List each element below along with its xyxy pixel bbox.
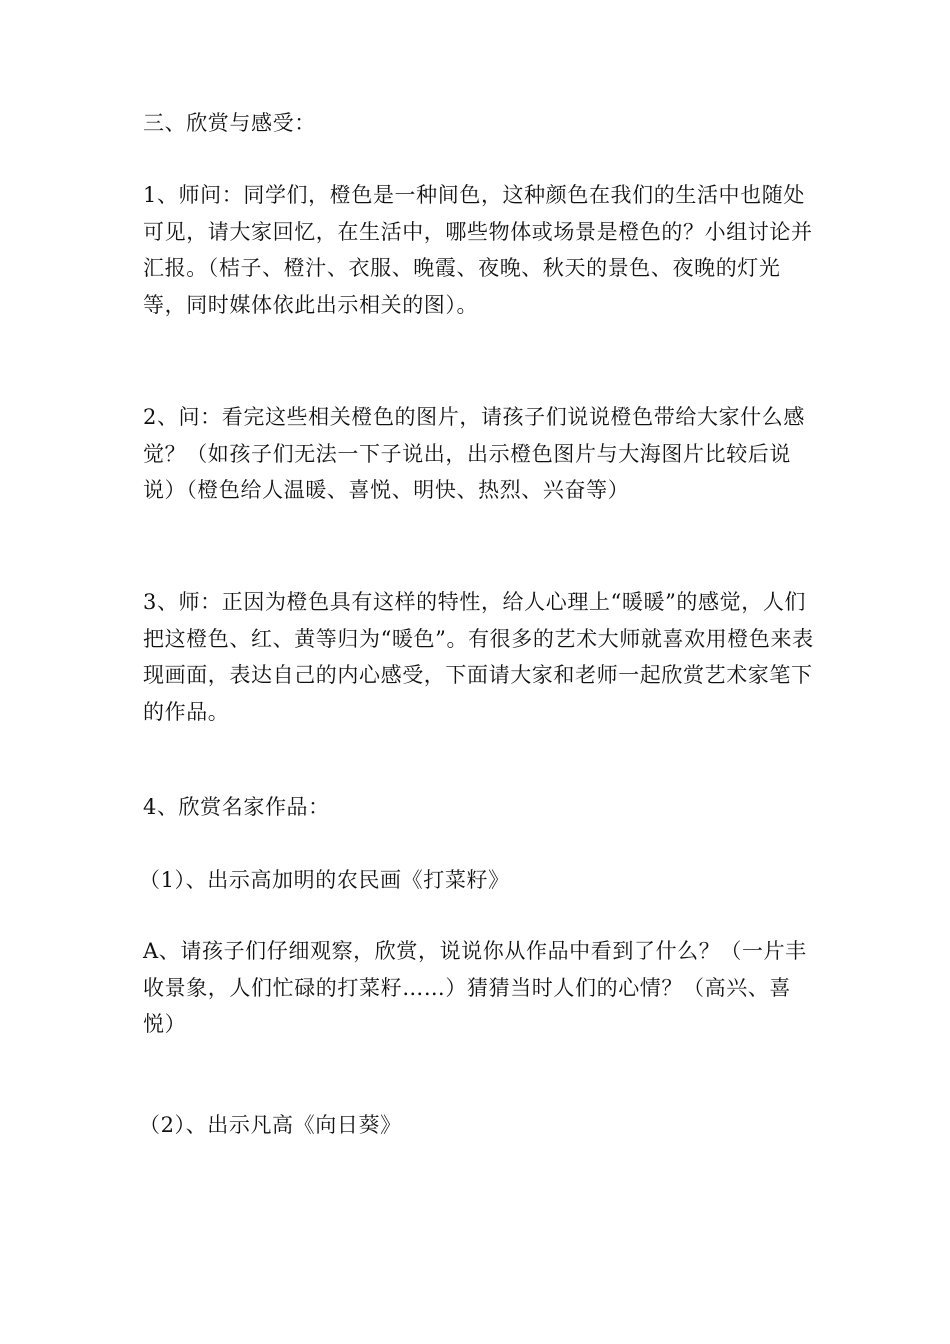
paragraph-3: 3、师：正因为橙色具有这样的特性，给人心理上“暖暖”的感觉，人们把这橙色、红、黄等归为“暖色”。有很多的艺术大师就喜欢用橙色来表现画面，表达自己的内心感受，下面请大家和老师一起欣赏艺术家笔下的作品。 — [143, 590, 814, 724]
paragraph-item-1: （1）、出示高加明的农民画《打菜籽》 — [139, 868, 510, 892]
paragraph-2: 2、问：看完这些相关橙色的图片，请孩子们说说橙色带给大家什么感觉？（如孩子们无法一下子说出，出示橙色图片与大海图片比较后说说）（橙色给人温暖、喜悦、明快、热烈、兴奋等） — [143, 405, 805, 502]
paragraph-4-heading: 4、欣赏名家作品： — [143, 795, 330, 819]
paragraph-item-2: （2）、出示凡高《向日葵》 — [139, 1113, 402, 1137]
section-heading: 三、欣赏与感受： — [143, 111, 316, 135]
paragraph-item-1a: A、请孩子们仔细观察，欣赏，说说你从作品中看到了什么？（一片丰收景象，人们忙碌的打菜籽……）猜猜当时人们的心情？（高兴、喜悦） — [143, 939, 807, 1036]
paragraph-1: 1、师问：同学们，橙色是一种间色，这种颜色在我们的生活中也随处可见，请大家回忆，在生活中，哪些物体或场景是橙色的？小组讨论并汇报。（桔子、橙汁、衣服、晚霞、夜晚、秋天的景色、夜晚的灯光等，同时媒体依此出示相关的图）。 — [143, 183, 813, 317]
